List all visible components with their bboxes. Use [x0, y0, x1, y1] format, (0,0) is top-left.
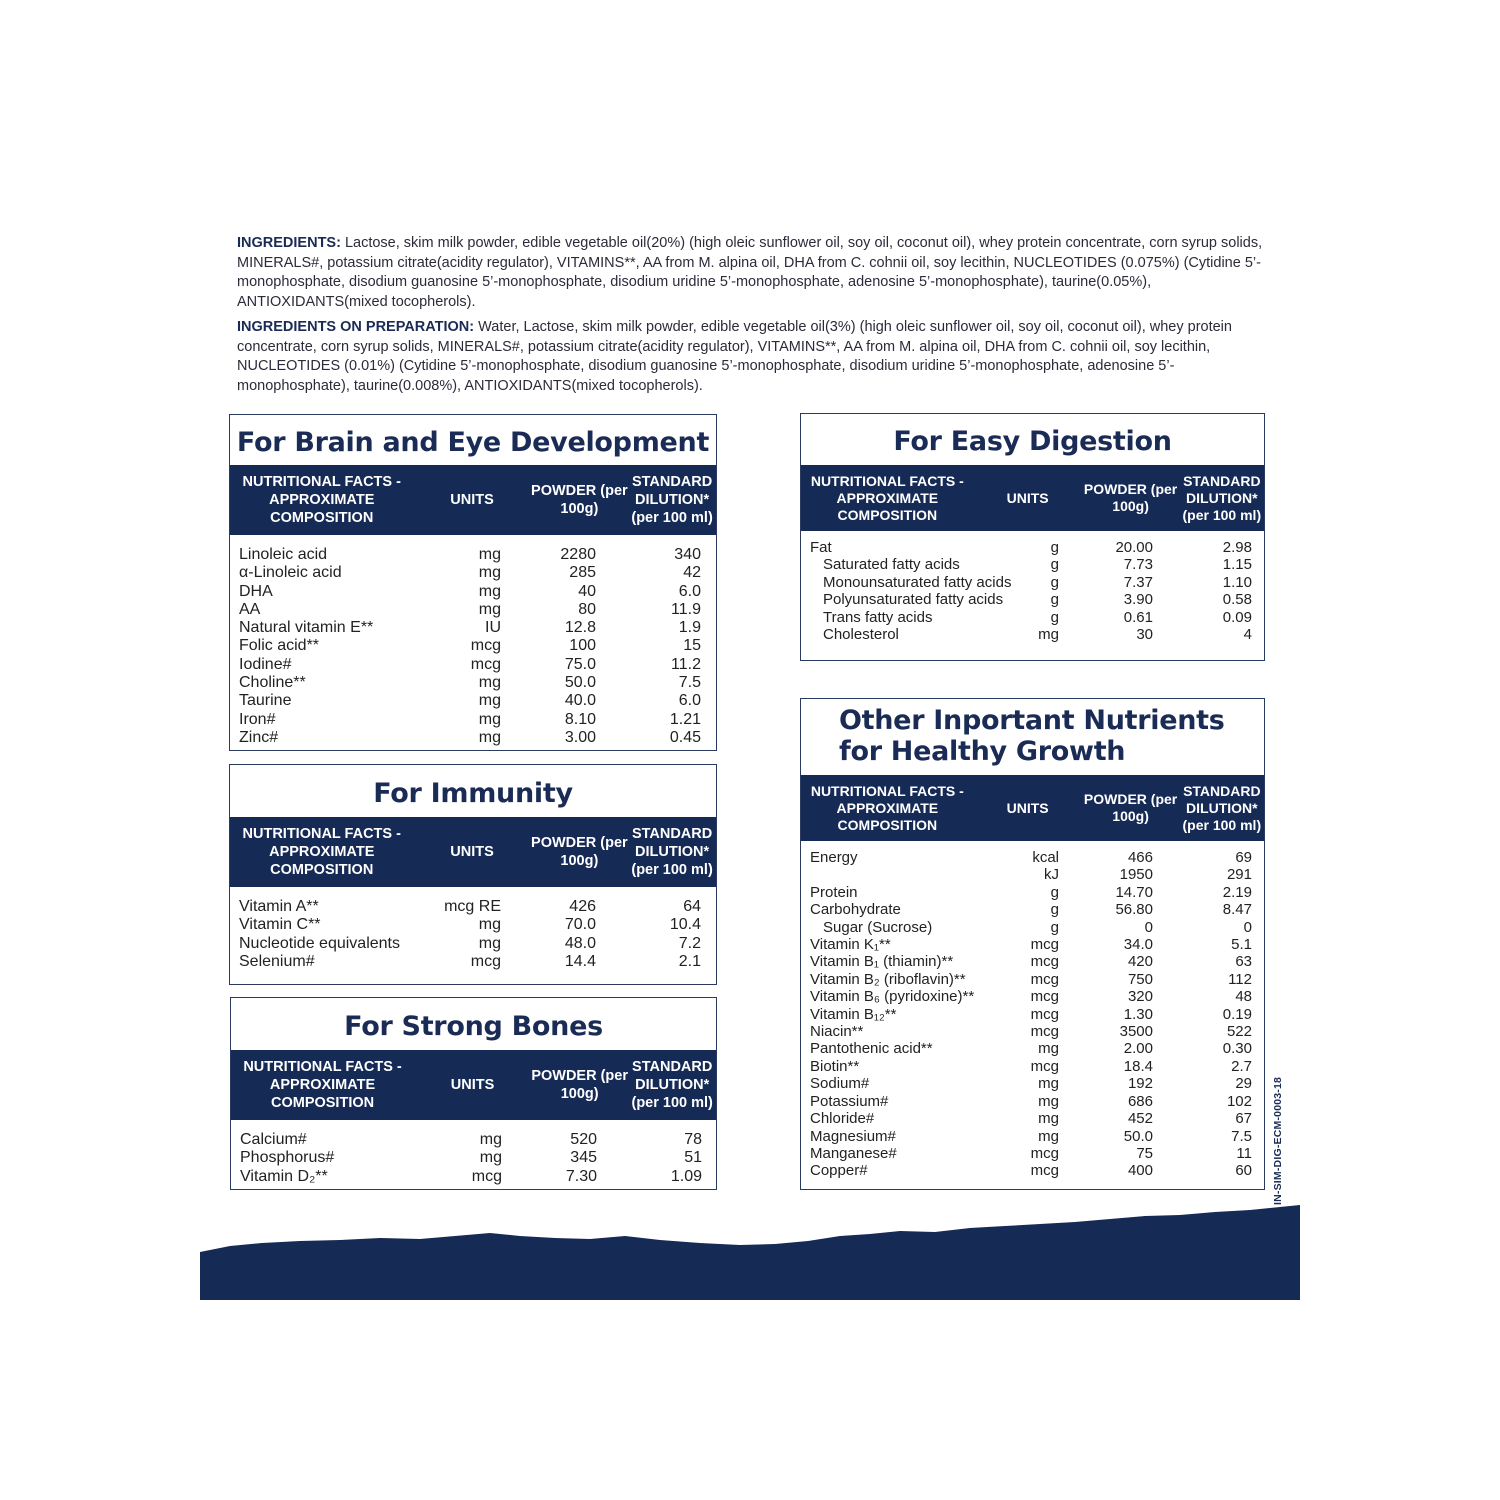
header-units: UNITS: [1006, 799, 1049, 816]
powder-value: 400: [1127, 1162, 1153, 1180]
nutrient-name: Calcium#: [240, 1131, 307, 1148]
powder-value: 686: [1127, 1092, 1153, 1110]
unit: mcg: [1030, 1144, 1059, 1162]
unit: mg: [478, 564, 501, 582]
nutrient-name: Iodine#: [239, 655, 292, 673]
dilution-value: 0.45: [669, 728, 701, 746]
unit: mg: [1038, 626, 1059, 644]
preparation-paragraph: [237, 318, 1282, 396]
nutrient-name: Copper#: [810, 1162, 868, 1180]
unit: g: [1050, 539, 1059, 556]
table-row: [230, 692, 716, 710]
dilution-value: 2.19: [1222, 883, 1252, 901]
powder-value: 420: [1127, 953, 1153, 971]
powder-value: 0: [1144, 918, 1153, 936]
header-units: UNITS: [450, 492, 494, 508]
dilution-value: 69: [1235, 849, 1252, 866]
table-row: [801, 1093, 1264, 1110]
table-header: [231, 1050, 716, 1120]
dilution-value: 5.1: [1231, 936, 1252, 954]
nutrient-name: Iron#: [239, 710, 276, 728]
unit: mcg: [1030, 1162, 1059, 1180]
header-powder: POWDER (per 100g): [1083, 481, 1178, 514]
nutrient-name: Vitamin B₆ (pyridoxine)**: [810, 988, 975, 1006]
nutrient-name: Chloride#: [810, 1110, 875, 1128]
dilution-value: 1.09: [670, 1167, 702, 1185]
unit: mcg: [1030, 1023, 1059, 1041]
nutrient-name: [801, 866, 981, 883]
dilution-value: 0: [1243, 918, 1252, 936]
header-dilution: STANDARD DILUTION* (per 100 ml): [631, 1059, 713, 1111]
table-row: [801, 1075, 1264, 1092]
nutrient-name: Saturated fatty acids: [823, 556, 960, 574]
table-header: [230, 817, 716, 887]
unit: mg: [478, 600, 501, 618]
nutrient-name: Trans fatty acids: [823, 608, 933, 626]
powder-value: 40.0: [564, 692, 596, 710]
header-powder: POWDER (per 100g): [1083, 791, 1178, 824]
nutrient-name: Energy: [810, 849, 858, 866]
powder-value: 7.37: [1123, 573, 1153, 591]
table-row: [230, 619, 716, 637]
dilution-value: 11.9: [671, 600, 701, 618]
powder-value: 7.30: [565, 1167, 597, 1185]
unit: mg: [478, 692, 501, 710]
header-composition: NUTRITIONAL FACTS - APPROXIMATE COMPOSITION: [242, 474, 401, 526]
table-row: [801, 866, 1264, 883]
product-code: IN-SIM-DIG-ECM-0003-18: [1272, 1076, 1284, 1205]
dilution-value: 102: [1226, 1092, 1252, 1110]
dilution-value: 51: [684, 1149, 702, 1167]
table-row: [801, 1023, 1264, 1040]
table-row: [230, 637, 716, 655]
table-row: [801, 919, 1264, 936]
table-header: [230, 465, 716, 535]
header-composition: NUTRITIONAL FACTS - APPROXIMATE COMPOSITION: [810, 782, 964, 833]
powder-value: 30: [1136, 626, 1153, 644]
strong-bones-panel: [230, 997, 717, 1190]
rows: [801, 531, 1264, 643]
nutrient-name: Sodium#: [810, 1075, 870, 1093]
table-row: [801, 609, 1264, 626]
other-nutrients-panel: [800, 698, 1265, 1190]
dilution-value: 11: [1236, 1144, 1252, 1162]
dilution-value: 64: [683, 898, 701, 915]
dilution-value: 522: [1226, 1023, 1252, 1041]
unit: g: [1050, 608, 1059, 626]
unit: g: [1050, 883, 1059, 901]
header-composition: NUTRITIONAL FACTS - APPROXIMATE COMPOSITION: [810, 472, 964, 523]
powder-value: 20.00: [1115, 539, 1153, 556]
dilution-value: 11.2: [671, 655, 701, 673]
powder-value: 75.0: [564, 655, 596, 673]
nutrient-name: Potassium#: [810, 1092, 889, 1110]
powder-value: 1.30: [1123, 1005, 1153, 1023]
table-row: [230, 601, 716, 619]
nutrient-name: Sugar (Sucrose): [823, 918, 933, 936]
immunity-panel: [229, 764, 717, 985]
unit: mg: [478, 546, 501, 563]
powder-value: 14.4: [564, 952, 596, 970]
powder-value: 750: [1127, 970, 1153, 988]
unit: mg: [478, 916, 501, 934]
table-row: [230, 935, 716, 953]
powder-value: 320: [1127, 988, 1153, 1006]
dilution-value: 7.2: [678, 934, 701, 952]
table-row: [801, 901, 1264, 918]
dilution-value: 1.15: [1222, 556, 1252, 574]
table-row: [801, 556, 1264, 573]
nutrient-name: Fat: [810, 539, 832, 556]
nutrient-name: Natural vitamin E**: [239, 619, 374, 637]
powder-value: 18.4: [1123, 1057, 1153, 1075]
powder-value: 50.0: [1123, 1127, 1153, 1145]
ingredients-text: Lactose, skim milk powder, edible vegetable oil(20%) (high oleic sunflower oil, soy oil, coconut oil), whey protein concentrate, corn syrup solids, MINERALS#, potassium citrate(acidity regulator), VITAMINS**, AA from M. alpina oil, DHA from C. cohnii oil, soy lecithin, NUCLEOTIDES (0.075%) (Cytidine 5’-monophosphate, disodium guanosine 5’-monophosphate, disodium uridine 5’-monophosphate, adenosine 5’-monophosphate), taurine(0.05%), ANTIOXIDANTS(mixed tocopherols).: [237, 235, 1263, 310]
unit: kcal: [1032, 849, 1059, 866]
powder-value: 1950: [1119, 866, 1153, 884]
table-row: [801, 971, 1264, 988]
nutrient-name: Biotin**: [810, 1057, 860, 1075]
nutrient-name: Niacin**: [810, 1023, 864, 1041]
unit: mg: [478, 674, 501, 692]
nutrient-name: AA: [239, 600, 261, 618]
dilution-value: 10.4: [669, 916, 701, 934]
header-units: UNITS: [450, 1077, 495, 1093]
table-row: [801, 1110, 1264, 1127]
panel-title: For Strong Bones: [344, 1011, 603, 1042]
powder-value: 12.8: [564, 619, 596, 637]
table-row: [801, 936, 1264, 953]
nutrient-name: Pantothenic acid**: [810, 1040, 933, 1058]
table-row: [801, 1145, 1264, 1162]
unit: g: [1050, 901, 1059, 919]
nutrient-name: Magnesium#: [810, 1127, 896, 1145]
dilution-value: 340: [674, 546, 701, 563]
dilution-value: 0.09: [1222, 608, 1252, 626]
dilution-value: 291: [1226, 866, 1252, 884]
powder-value: 70.0: [564, 916, 596, 934]
unit: mcg: [1030, 1005, 1059, 1023]
nutrient-name: α-Linoleic acid: [239, 564, 342, 582]
table-row: [801, 1128, 1264, 1145]
powder-value: 452: [1127, 1110, 1153, 1128]
unit: mg: [478, 728, 501, 746]
unit: IU: [485, 619, 501, 637]
dilution-value: 1.10: [1222, 573, 1252, 591]
nutrient-name: DHA: [239, 582, 273, 600]
unit: mcg: [470, 952, 501, 970]
nutrient-name: Carbohydrate: [810, 901, 901, 919]
powder-value: 2280: [560, 546, 596, 563]
rows: [230, 887, 716, 971]
easy-digestion-panel: [800, 413, 1265, 661]
rows: [230, 535, 716, 747]
rows: [801, 841, 1264, 1180]
unit: mg: [1038, 1127, 1059, 1145]
panel-title: For Brain and Eye Development: [236, 427, 710, 458]
table-row: [801, 591, 1264, 608]
unit: mg: [479, 1149, 502, 1167]
unit: mcg RE: [444, 898, 501, 915]
nutrient-name: Folic acid**: [239, 637, 320, 655]
powder-value: 285: [569, 564, 596, 582]
nutrient-name: Choline**: [239, 674, 306, 692]
nutrient-name: Zinc#: [239, 728, 279, 746]
brush-stroke-shape: [200, 1205, 1300, 1300]
header-units: UNITS: [1006, 489, 1049, 506]
unit: mcg: [1030, 1057, 1059, 1075]
powder-value: 345: [570, 1149, 597, 1167]
table-row: [801, 574, 1264, 591]
dilution-value: 42: [683, 564, 701, 582]
nutrient-name: Vitamin K₁**: [810, 936, 891, 954]
unit: mg: [478, 934, 501, 952]
header-units: UNITS: [450, 844, 494, 860]
table-row: [230, 729, 716, 747]
header-dilution: STANDARD DILUTION* (per 100 ml): [631, 826, 713, 878]
table-row: [801, 953, 1264, 970]
powder-value: 0.61: [1123, 608, 1153, 626]
unit: mcg: [471, 1167, 502, 1185]
table-row: [801, 1162, 1264, 1179]
nutrient-name: Vitamin B₁₂**: [810, 1005, 897, 1023]
unit: g: [1050, 573, 1059, 591]
dilution-value: 67: [1235, 1110, 1252, 1128]
unit: mg: [479, 1131, 502, 1148]
unit: mcg: [470, 655, 501, 673]
table-row: [230, 916, 716, 934]
header-powder: POWDER (per 100g): [531, 835, 628, 869]
unit: mcg: [1030, 988, 1059, 1006]
panel-title: For Easy Digestion: [893, 426, 1172, 457]
powder-value: 520: [570, 1131, 597, 1148]
dilution-value: 78: [684, 1131, 702, 1148]
ingredients-paragraph: [237, 234, 1282, 312]
dilution-value: 7.5: [678, 674, 701, 692]
table-header: [801, 775, 1264, 841]
powder-value: 2.00: [1123, 1040, 1153, 1058]
dilution-value: 0.30: [1222, 1040, 1252, 1058]
powder-value: 100: [569, 637, 596, 655]
dilution-value: 2.98: [1222, 539, 1252, 556]
powder-value: 3.00: [564, 728, 596, 746]
header-powder: POWDER (per 100g): [531, 1068, 628, 1102]
nutrient-name: Vitamin A**: [239, 898, 319, 915]
unit: g: [1050, 591, 1059, 609]
nutrient-name: Polyunsaturated fatty acids: [823, 591, 1004, 609]
table-row: [230, 583, 716, 601]
dilution-value: 63: [1235, 953, 1252, 971]
header-powder: POWDER (per 100g): [531, 483, 628, 517]
nutrient-name: Selenium#: [239, 952, 315, 970]
powder-value: 50.0: [564, 674, 596, 692]
powder-value: 34.0: [1123, 936, 1153, 954]
dilution-value: 2.7: [1231, 1057, 1252, 1075]
unit: mg: [1038, 1075, 1059, 1093]
nutrient-name: Protein: [810, 883, 858, 901]
nutrient-name: Manganese#: [810, 1144, 897, 1162]
table-row: [801, 1006, 1264, 1023]
table-row: [230, 656, 716, 674]
unit: g: [1050, 556, 1059, 574]
powder-value: 56.80: [1115, 901, 1153, 919]
header-dilution: STANDARD DILUTION* (per 100 ml): [631, 474, 713, 526]
unit: mg: [1038, 1110, 1059, 1128]
table-row: [230, 546, 716, 564]
table-row: [801, 1058, 1264, 1075]
nutrient-name: Vitamin B₂ (riboflavin)**: [810, 970, 966, 988]
brain-eye-panel: [229, 414, 717, 751]
nutrient-name: Vitamin D₂**: [240, 1167, 328, 1185]
unit: mg: [1038, 1092, 1059, 1110]
header-composition: NUTRITIONAL FACTS - APPROXIMATE COMPOSITION: [243, 1059, 402, 1111]
table-row: [801, 849, 1264, 866]
dilution-value: 29: [1235, 1075, 1252, 1093]
powder-value: 14.70: [1115, 883, 1153, 901]
table-row: [230, 898, 716, 916]
table-row: [231, 1168, 716, 1186]
table-row: [231, 1149, 716, 1167]
dilution-value: 4: [1243, 626, 1252, 644]
preparation-label: INGREDIENTS ON PREPARATION:: [237, 319, 475, 335]
dilution-value: 15: [683, 637, 701, 655]
powder-value: 48.0: [564, 934, 596, 952]
panel-title: Other Inportant Nutrients for Healthy Growth: [839, 705, 1225, 767]
powder-value: 3500: [1119, 1023, 1153, 1041]
unit: mcg: [1030, 936, 1059, 954]
nutrient-name: Taurine: [239, 692, 292, 710]
unit: kJ: [1044, 866, 1059, 884]
dilution-value: 1.21: [669, 710, 701, 728]
table-row: [801, 539, 1264, 556]
table-row: [801, 988, 1264, 1005]
unit: g: [1050, 918, 1059, 936]
powder-value: 7.73: [1123, 556, 1153, 574]
table-row: [231, 1131, 716, 1149]
ingredients-label: INGREDIENTS:: [237, 235, 341, 251]
dilution-value: 48: [1235, 988, 1252, 1006]
header-dilution: STANDARD DILUTION* (per 100 ml): [1182, 782, 1262, 833]
powder-value: 426: [569, 898, 596, 915]
ingredients-block: [237, 234, 1282, 402]
powder-value: 80: [578, 600, 596, 618]
table-row: [230, 564, 716, 582]
nutrient-name: Cholesterol: [823, 626, 899, 644]
dilution-value: 6.0: [678, 582, 701, 600]
dilution-value: 8.47: [1222, 901, 1252, 919]
unit: mcg: [470, 637, 501, 655]
powder-value: 466: [1127, 849, 1153, 866]
powder-value: 8.10: [564, 710, 596, 728]
dilution-value: 60: [1235, 1162, 1252, 1180]
table-header: [801, 465, 1264, 531]
nutrient-name: Nucleotide equivalents: [239, 934, 400, 952]
powder-value: 40: [578, 582, 596, 600]
table-row: [230, 674, 716, 692]
powder-value: 3.90: [1123, 591, 1153, 609]
dilution-value: 7.5: [1231, 1127, 1252, 1145]
nutrient-name: Vitamin C**: [239, 916, 321, 934]
powder-value: 192: [1127, 1075, 1153, 1093]
table-row: [230, 711, 716, 729]
table-row: [801, 626, 1264, 643]
nutrient-name: Vitamin B₁ (thiamin)**: [810, 953, 954, 971]
unit: mg: [1038, 1040, 1059, 1058]
nutrient-name: Linoleic acid: [239, 546, 328, 563]
dilution-value: 0.58: [1222, 591, 1252, 609]
unit: mcg: [1030, 970, 1059, 988]
unit: mg: [478, 582, 501, 600]
header-composition: NUTRITIONAL FACTS - APPROXIMATE COMPOSITION: [242, 826, 401, 878]
table-row: [230, 953, 716, 971]
nutrient-name: Phosphorus#: [240, 1149, 335, 1167]
dilution-value: 1.9: [678, 619, 701, 637]
table-row: [801, 884, 1264, 901]
preparation-text: Water, Lactose, skim milk powder, edible vegetable oil(3%) (high oleic sunflower oil, soy oil, coconut oil), whey protein concentrate, corn syrup solids, MINERALS#, potassium citrate(acidity regulator), VITAMINS**, AA from M. alpina oil, DHA from C. cohnii oil, soy lecithin, NUCLEOTIDES (0.01%) (Cytidine 5’-monophosphate, disodium guanosine 5’-monophosphate, disodium uridine 5’-monophosphate, adenosine 5’-monophosphate), taurine(0.008%), ANTIOXIDANTS(mixed tocopherols).: [237, 319, 1232, 394]
dilution-value: 112: [1228, 970, 1252, 988]
dilution-value: 0.19: [1222, 1005, 1252, 1023]
dilution-value: 2.1: [678, 952, 701, 970]
powder-value: 75: [1136, 1144, 1153, 1162]
dilution-value: 6.0: [678, 692, 701, 710]
rows: [231, 1120, 716, 1186]
table-row: [801, 1040, 1264, 1057]
unit: mg: [478, 710, 501, 728]
header-dilution: STANDARD DILUTION* (per 100 ml): [1182, 472, 1262, 523]
unit: mcg: [1030, 953, 1059, 971]
nutrient-name: Monounsaturated fatty acids: [823, 573, 1012, 591]
panel-title: For Immunity: [373, 778, 573, 809]
